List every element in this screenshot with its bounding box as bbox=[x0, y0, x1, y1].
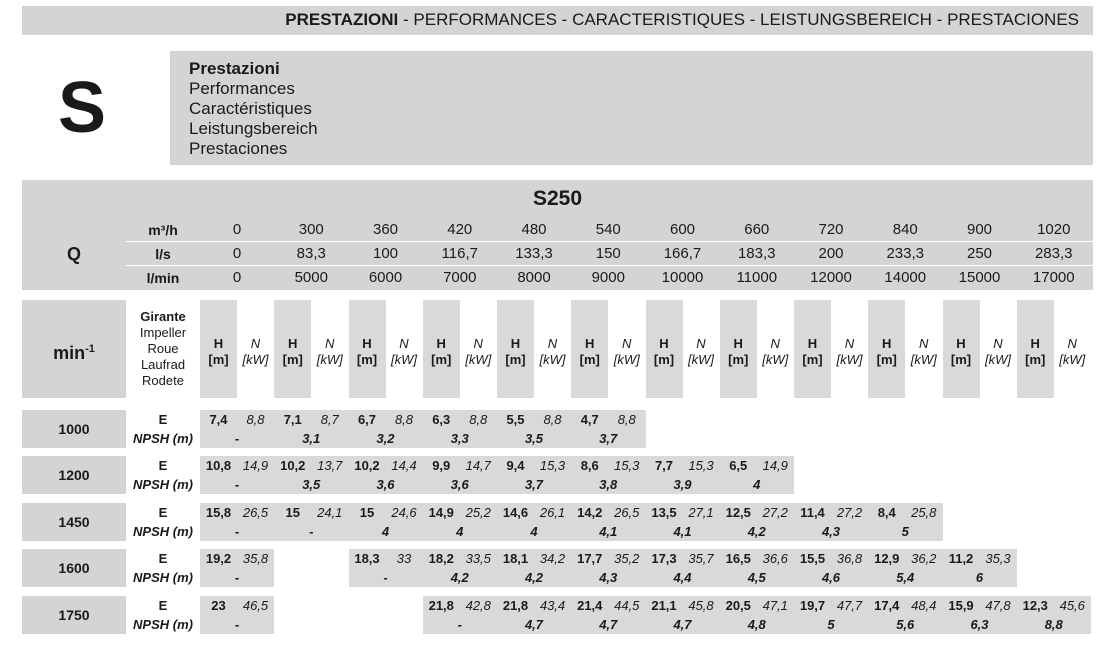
npsh-value: 3,5 bbox=[524, 431, 544, 446]
npsh-value: 5 bbox=[901, 524, 909, 539]
npsh-value: 4,7 bbox=[599, 617, 618, 632]
flow-value: 720 bbox=[818, 221, 844, 238]
rpm-label: 1600 bbox=[22, 549, 126, 587]
npsh-value: 3,3 bbox=[450, 431, 469, 446]
flow-label: Q bbox=[66, 244, 81, 264]
npsh-label: NPSH (m) bbox=[133, 570, 193, 585]
impeller-code: E bbox=[158, 598, 168, 613]
flow-value: 660 bbox=[744, 221, 770, 238]
head-value: 13,5 bbox=[651, 505, 677, 520]
npsh-value: 4,7 bbox=[524, 617, 544, 632]
n-column-label: N [kW] bbox=[242, 336, 269, 367]
head-value: 15 bbox=[285, 505, 300, 520]
power-value: 8,7 bbox=[320, 412, 339, 427]
power-value: 14,9 bbox=[242, 458, 269, 473]
model-title: S250 bbox=[22, 180, 1093, 218]
name-it: Prestazioni bbox=[189, 59, 280, 78]
flow-value: 0 bbox=[232, 221, 242, 238]
h-column-label: H [m] bbox=[802, 336, 823, 367]
npsh-value: 4,5 bbox=[747, 570, 766, 585]
impeller-code: E bbox=[158, 505, 168, 520]
power-value: 34,2 bbox=[539, 551, 566, 566]
npsh-label: NPSH (m) bbox=[133, 431, 193, 446]
npsh-value: 3,8 bbox=[599, 477, 618, 492]
h-column-label: H [m] bbox=[1025, 336, 1046, 367]
head-value: 20,5 bbox=[725, 598, 751, 613]
name-fr: Caractéristiques bbox=[189, 99, 312, 118]
power-value: 47,8 bbox=[985, 598, 1011, 613]
power-value: 33 bbox=[396, 551, 412, 566]
npsh-value: 3,1 bbox=[302, 431, 321, 446]
names-box bbox=[170, 51, 1093, 165]
power-value: 36,8 bbox=[836, 551, 863, 566]
head-value: 19,2 bbox=[205, 551, 232, 566]
power-value: 24,6 bbox=[391, 505, 417, 520]
n-column-label: N [kW] bbox=[465, 336, 492, 367]
h-column-label: H [m] bbox=[505, 336, 526, 367]
head-value: 10,2 bbox=[354, 458, 380, 473]
flow-value: 283,3 bbox=[1034, 245, 1073, 262]
flow-value: 900 bbox=[966, 221, 993, 238]
h-column-label: H [m] bbox=[208, 336, 229, 367]
flow-value: 600 bbox=[669, 221, 696, 238]
flow-unit-ls: l/s bbox=[155, 246, 171, 262]
power-value: 27,2 bbox=[762, 505, 788, 520]
h-column-label: H [m] bbox=[282, 336, 303, 367]
header-title-rest: - PERFORMANCES - CARACTERISTIQUES - LEISTUNGSBEREICH - PRESTACIONES bbox=[398, 10, 1079, 29]
flow-value: 300 bbox=[298, 221, 324, 238]
head-value: 7,7 bbox=[654, 458, 674, 473]
head-value: 14,2 bbox=[577, 505, 603, 520]
head-value: 6,7 bbox=[357, 412, 377, 427]
npsh-value: 3,7 bbox=[524, 477, 544, 492]
flow-value: 83,3 bbox=[296, 245, 326, 262]
head-value: 15 bbox=[359, 505, 375, 520]
npsh-value: 4 bbox=[456, 524, 464, 539]
npsh-value: 5,6 bbox=[896, 617, 915, 632]
flow-value: 200 bbox=[818, 245, 844, 262]
flow-value: 540 bbox=[595, 221, 621, 238]
impeller-label-es: Rodete bbox=[142, 373, 184, 388]
flow-value: 0 bbox=[232, 245, 242, 262]
head-value: 10,2 bbox=[280, 458, 306, 473]
n-column-label: N [kW] bbox=[910, 336, 937, 367]
flow-value: 14000 bbox=[884, 269, 927, 286]
power-value: 8,8 bbox=[246, 412, 265, 427]
n-column-label: N [kW] bbox=[391, 336, 417, 367]
flow-value: 11000 bbox=[736, 269, 778, 286]
n-column-label: N [kW] bbox=[985, 336, 1011, 367]
n-column-label: N [kW] bbox=[1059, 336, 1086, 367]
n-column-label: N [kW] bbox=[539, 336, 566, 367]
flow-value: 360 bbox=[372, 221, 399, 238]
h-column-label: H [m] bbox=[728, 336, 749, 367]
flow-value: 10000 bbox=[661, 269, 704, 286]
npsh-label: NPSH (m) bbox=[133, 477, 193, 492]
power-value: 14,9 bbox=[762, 458, 788, 473]
npsh-value: - bbox=[457, 617, 462, 632]
npsh-value: 4,3 bbox=[821, 524, 841, 539]
flow-value: 0 bbox=[232, 269, 242, 286]
name-es: Prestaciones bbox=[189, 139, 288, 158]
npsh-value: - bbox=[234, 477, 240, 492]
npsh-value: 3,9 bbox=[673, 477, 692, 492]
power-value: 47,1 bbox=[762, 598, 788, 613]
power-value: 44,5 bbox=[614, 598, 640, 613]
npsh-label: NPSH (m) bbox=[133, 524, 193, 539]
power-value: 35,8 bbox=[242, 551, 269, 566]
npsh-value: 3,5 bbox=[302, 477, 321, 492]
head-value: 8,6 bbox=[580, 458, 599, 473]
flow-value: 166,7 bbox=[663, 245, 702, 262]
n-column-label: N [kW] bbox=[316, 336, 343, 367]
n-column-label: N [kW] bbox=[836, 336, 863, 367]
power-value: 14,4 bbox=[391, 458, 417, 473]
head-value: 9,4 bbox=[506, 458, 525, 473]
flow-value: 183,3 bbox=[737, 245, 776, 262]
head-value: 9,9 bbox=[432, 458, 451, 473]
npsh-value: - bbox=[234, 617, 240, 632]
npsh-value: 5,4 bbox=[896, 570, 915, 585]
flow-value: 840 bbox=[892, 221, 918, 238]
npsh-value: 4,1 bbox=[599, 524, 618, 539]
npsh-value: 4,3 bbox=[599, 570, 618, 585]
power-value: 15,3 bbox=[688, 458, 714, 473]
rpm-label: 1750 bbox=[22, 596, 126, 634]
flow-value: 100 bbox=[372, 245, 399, 262]
h-column-label: H [m] bbox=[356, 336, 378, 367]
impeller-label-de: Laufrad bbox=[140, 357, 186, 372]
power-value: 48,4 bbox=[911, 598, 937, 613]
flow-value: 17000 bbox=[1032, 269, 1075, 286]
flow-value: 8000 bbox=[517, 269, 551, 286]
flow-value: 150 bbox=[595, 245, 621, 262]
npsh-value: - bbox=[234, 570, 240, 585]
head-value: 21,4 bbox=[577, 598, 603, 613]
power-value: 15,3 bbox=[539, 458, 566, 473]
flow-value: 6000 bbox=[368, 269, 403, 286]
n-column-label: N [kW] bbox=[688, 336, 714, 367]
npsh-value: 4,2 bbox=[450, 570, 469, 585]
impeller-label bbox=[126, 300, 200, 398]
npsh-value: - bbox=[383, 570, 388, 585]
head-value: 8,4 bbox=[877, 505, 896, 520]
npsh-value: 3,2 bbox=[376, 431, 395, 446]
flow-value: 1020 bbox=[1037, 221, 1071, 238]
power-value: 42,8 bbox=[465, 598, 491, 613]
npsh-value: 5 bbox=[827, 617, 835, 632]
header-title-bold: PRESTAZIONI bbox=[285, 10, 399, 29]
power-value: 13,7 bbox=[317, 458, 343, 473]
npsh-value: 4,4 bbox=[673, 570, 692, 585]
h-column-label: H [m] bbox=[876, 336, 897, 367]
rpm-label: 1450 bbox=[22, 503, 126, 541]
n-column-label: N [kW] bbox=[613, 336, 640, 367]
flow-value: 15000 bbox=[958, 269, 1001, 286]
head-value: 16,5 bbox=[725, 551, 751, 566]
head-value: 10,8 bbox=[205, 458, 232, 473]
power-value: 36,6 bbox=[762, 551, 788, 566]
power-value: 25,8 bbox=[911, 505, 937, 520]
power-value: 33,5 bbox=[465, 551, 491, 566]
npsh-value: - bbox=[234, 524, 240, 539]
flow-unit-m3h: m³/h bbox=[148, 222, 178, 238]
npsh-value: 4,2 bbox=[747, 524, 766, 539]
impeller-code: E bbox=[158, 551, 168, 566]
head-value: 12,3 bbox=[1022, 598, 1048, 613]
flow-value: 420 bbox=[447, 221, 473, 238]
flow-value: 116,7 bbox=[441, 245, 478, 262]
impeller-code: E bbox=[158, 458, 168, 473]
impeller-label-fr: Roue bbox=[147, 341, 179, 356]
header-bar bbox=[22, 6, 1093, 35]
power-value: 8,8 bbox=[543, 412, 562, 427]
npsh-value: 4 bbox=[530, 524, 538, 539]
power-value: 15,3 bbox=[614, 458, 640, 473]
flow-value: 250 bbox=[966, 245, 993, 262]
npsh-value: 3,7 bbox=[599, 431, 618, 446]
power-value: 35,2 bbox=[614, 551, 640, 566]
head-value: 18,3 bbox=[354, 551, 380, 566]
npsh-value: 8,8 bbox=[1044, 617, 1063, 632]
npsh-value: 3,6 bbox=[376, 477, 395, 492]
h-column-label: H [m] bbox=[431, 336, 452, 367]
head-value: 6,3 bbox=[432, 412, 451, 427]
head-value: 21,1 bbox=[651, 598, 677, 613]
power-value: 35,7 bbox=[688, 551, 714, 566]
head-value: 5,5 bbox=[506, 412, 525, 427]
power-value: 26,1 bbox=[539, 505, 566, 520]
head-value: 4,7 bbox=[580, 412, 599, 427]
power-value: 27,1 bbox=[688, 505, 714, 520]
head-value: 6,5 bbox=[729, 458, 748, 473]
head-value: 23 bbox=[211, 598, 226, 613]
h-column-label: H [m] bbox=[579, 336, 600, 367]
power-value: 35,3 bbox=[985, 551, 1011, 566]
head-value: 19,7 bbox=[799, 598, 826, 613]
npsh-value: - bbox=[309, 524, 314, 539]
power-value: 8,8 bbox=[617, 412, 636, 427]
head-value: 12,9 bbox=[874, 551, 900, 566]
impeller-label-en: Impeller bbox=[139, 325, 187, 340]
power-value: 26,5 bbox=[614, 505, 640, 520]
power-value: 36,2 bbox=[911, 551, 937, 566]
flow-value: 5000 bbox=[294, 269, 328, 286]
power-value: 47,7 bbox=[836, 598, 863, 613]
head-value: 11,2 bbox=[948, 551, 974, 566]
flow-unit-lmin: l/min bbox=[146, 270, 180, 286]
impeller-code: E bbox=[158, 412, 168, 427]
flow-value: 9000 bbox=[591, 269, 625, 286]
head-value: 17,7 bbox=[577, 551, 603, 566]
npsh-value: 3,6 bbox=[450, 477, 469, 492]
npsh-value: 4 bbox=[753, 477, 761, 492]
rpm-label: 1000 bbox=[22, 410, 126, 448]
head-value: 18,1 bbox=[502, 551, 529, 566]
npsh-value: 6 bbox=[975, 570, 984, 585]
power-value: 45,8 bbox=[688, 598, 714, 613]
power-value: 24,1 bbox=[317, 505, 343, 520]
power-value: 27,2 bbox=[836, 505, 863, 520]
npsh-value: 6,3 bbox=[970, 617, 989, 632]
power-value: 45,6 bbox=[1059, 598, 1085, 613]
head-value: 14,6 bbox=[502, 505, 529, 520]
power-value: 46,5 bbox=[242, 598, 269, 613]
head-value: 15,8 bbox=[205, 505, 232, 520]
rpm-label: 1200 bbox=[22, 456, 126, 494]
series-letter: S bbox=[58, 68, 107, 148]
head-value: 7,1 bbox=[283, 412, 302, 427]
head-value: 12,5 bbox=[725, 505, 751, 520]
head-value: 21,8 bbox=[502, 598, 529, 613]
impeller-label-it: Girante bbox=[140, 309, 186, 324]
h-column-label: H [m] bbox=[950, 336, 972, 367]
power-value: 8,8 bbox=[394, 412, 414, 427]
head-value: 15,5 bbox=[799, 551, 826, 566]
npsh-value: 4,1 bbox=[673, 524, 692, 539]
head-value: 7,4 bbox=[209, 412, 228, 427]
head-value: 11,4 bbox=[800, 505, 825, 520]
power-value: 25,2 bbox=[465, 505, 491, 520]
power-value: 14,7 bbox=[465, 458, 491, 473]
header-title bbox=[285, 10, 1079, 30]
npsh-label: NPSH (m) bbox=[133, 617, 193, 632]
flow-value: 133,3 bbox=[515, 245, 553, 262]
speed-label bbox=[22, 300, 126, 398]
speed-label-sup: -1 bbox=[85, 343, 95, 355]
npsh-value: 4,8 bbox=[747, 617, 766, 632]
speed-label-text: min bbox=[53, 343, 86, 363]
npsh-value: - bbox=[234, 431, 240, 446]
head-value: 21,8 bbox=[428, 598, 454, 613]
flow-value: 12000 bbox=[810, 269, 852, 286]
npsh-value: 4 bbox=[381, 524, 390, 539]
flow-value: 233,3 bbox=[886, 245, 925, 262]
power-value: 8,8 bbox=[469, 412, 488, 427]
head-value: 15,9 bbox=[948, 598, 974, 613]
head-value: 18,2 bbox=[428, 551, 454, 566]
n-column-label: N [kW] bbox=[762, 336, 789, 367]
head-value: 14,9 bbox=[428, 505, 454, 520]
h-column-label: H [m] bbox=[653, 336, 675, 367]
flow-value: 7000 bbox=[443, 269, 477, 286]
npsh-value: 4,6 bbox=[821, 570, 841, 585]
npsh-value: 4,2 bbox=[524, 570, 544, 585]
flow-value: 480 bbox=[521, 221, 547, 238]
name-en: Performances bbox=[189, 79, 295, 98]
name-de: Leistungsbereich bbox=[189, 119, 318, 138]
power-value: 26,5 bbox=[242, 505, 269, 520]
npsh-value: 4,7 bbox=[673, 617, 692, 632]
head-value: 17,4 bbox=[874, 598, 900, 613]
power-value: 43,4 bbox=[539, 598, 566, 613]
head-value: 17,3 bbox=[651, 551, 677, 566]
